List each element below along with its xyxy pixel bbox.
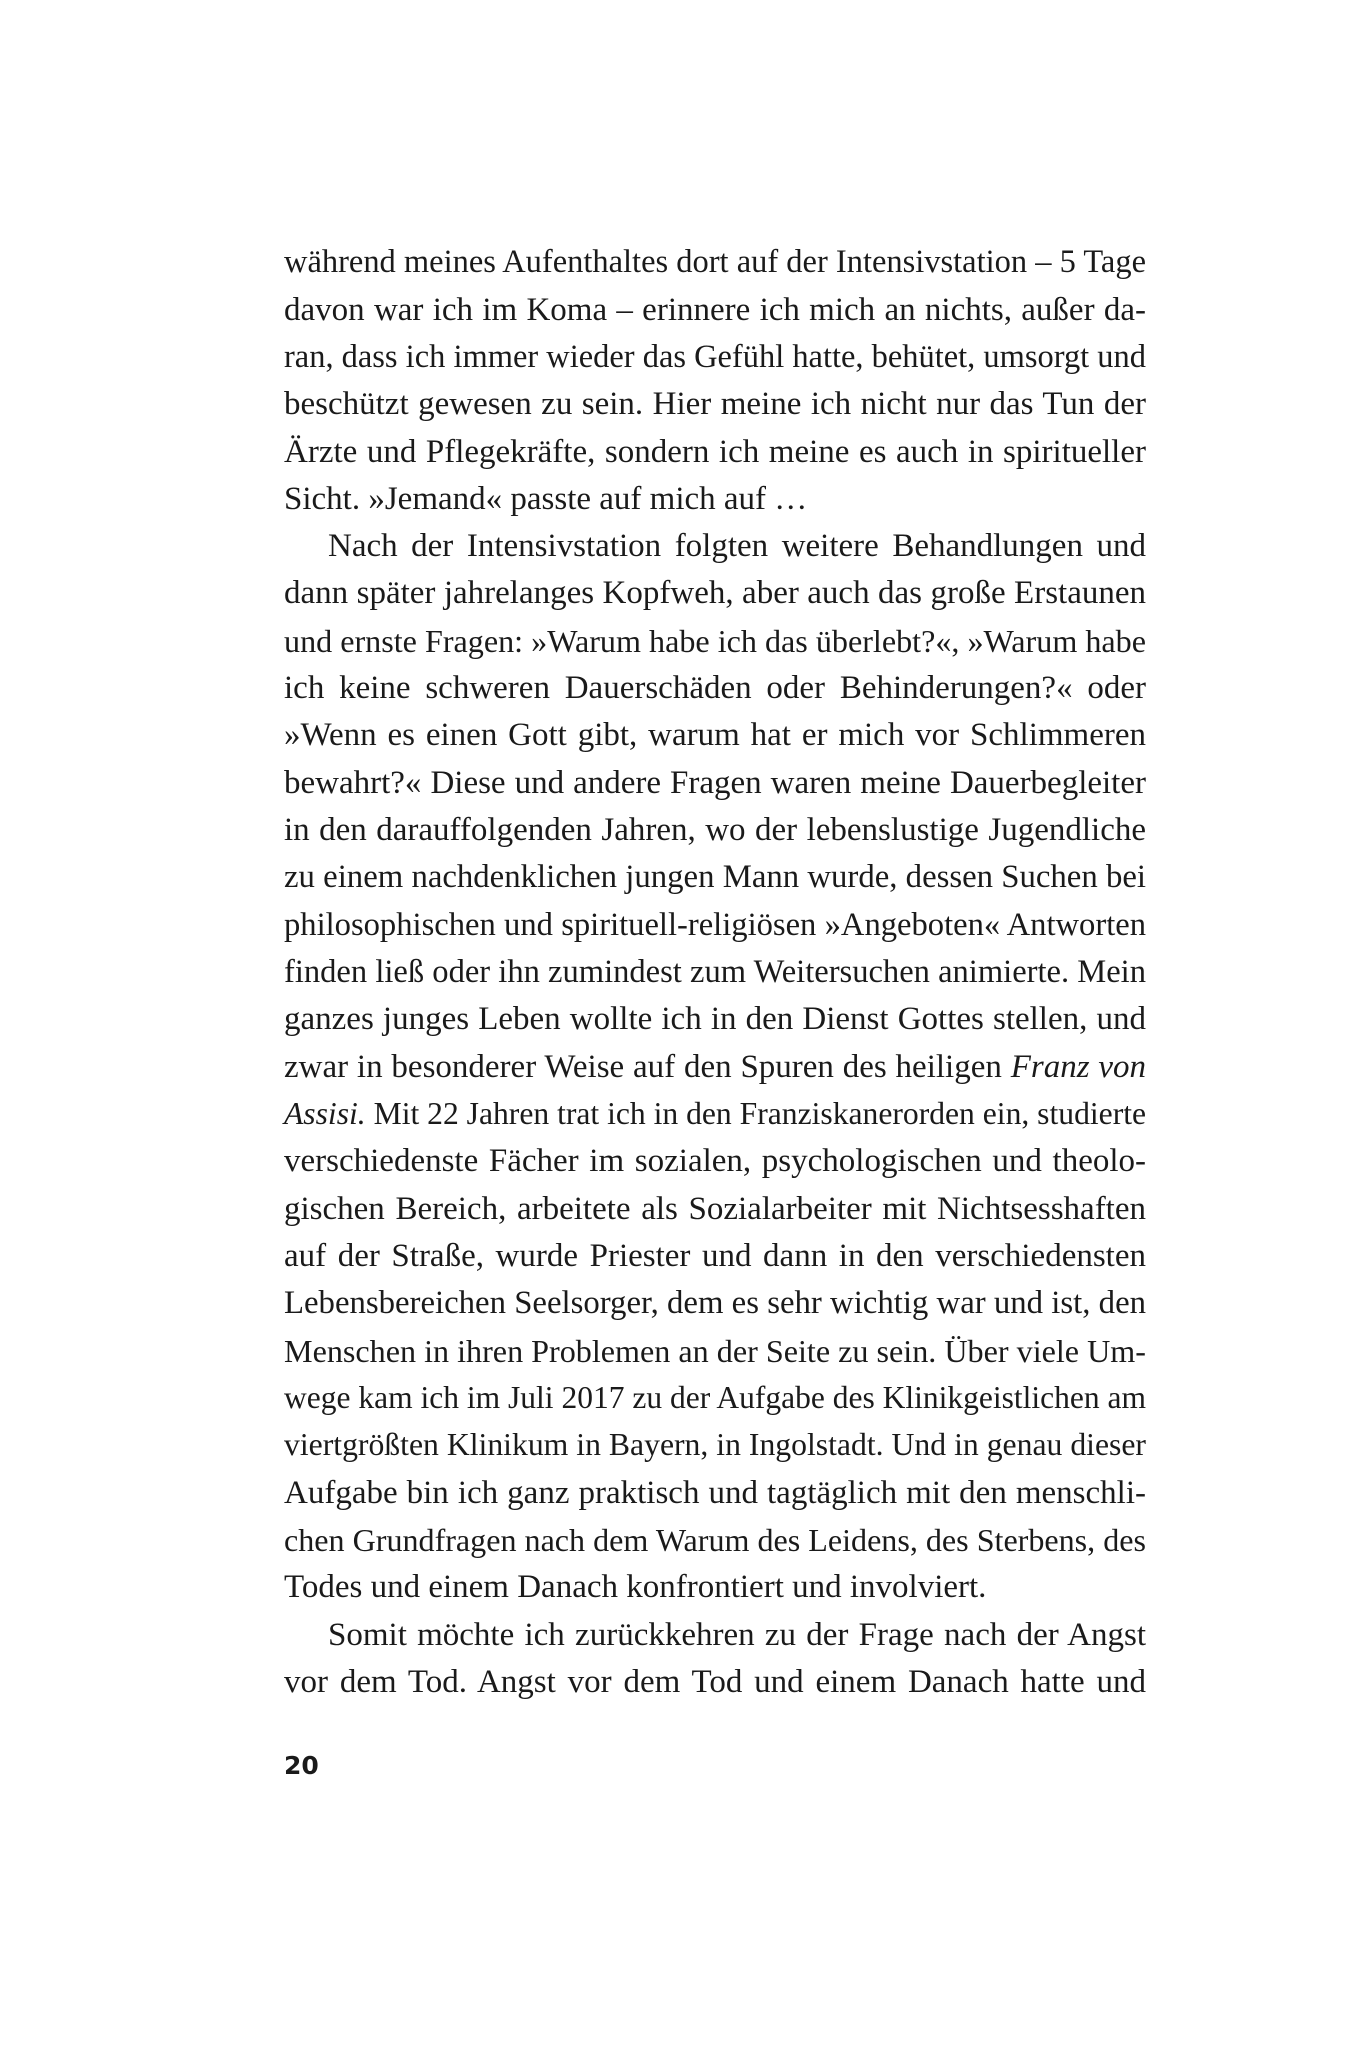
text-line: davon war ich im Koma – erinnere ich mich an nichts, außer da-: [284, 292, 1146, 328]
text-line: bewahrt?« Diese und andere Fragen waren meine Dauerbegleiter: [284, 765, 1146, 801]
text-line: philosophischen und spirituell-religiösen »Angeboten« Antworten: [284, 907, 1146, 943]
text-line: Ärzte und Pflegekräfte, sondern ich meine es auch in spiritueller: [284, 434, 1146, 470]
text-line: beschützt gewesen zu sein. Hier meine ich nicht nur das Tun der: [284, 386, 1146, 422]
text-line: verschiedenste Fächer im sozialen, psychologischen und theolo-: [284, 1143, 1146, 1179]
text-line: Menschen in ihren Problemen an der Seite zu sein. Über viele Um-: [284, 1333, 1146, 1369]
text-line: wege kam ich im Juli 2017 zu der Aufgabe des Klinikgeistlichen am: [284, 1380, 1146, 1415]
italic-name: Assisi.: [284, 1096, 366, 1131]
text-line: finden ließ oder ihn zumindest zum Weitersuchen animierte. Mein: [284, 954, 1146, 990]
text-line: [284, 1045, 1146, 1089]
text-line: in den darauffolgenden Jahren, wo der lebenslustige Jugendliche: [284, 812, 1146, 848]
text-line: ganzes junges Leben wollte ich in den Dienst Gottes stellen, und: [284, 1001, 1146, 1037]
text-line: ran, dass ich immer wieder das Gefühl hatte, behütet, umsorgt und: [284, 339, 1146, 375]
text-line: gischen Bereich, arbeitete als Sozialarbeiter mit Nichtsesshaften: [284, 1191, 1146, 1227]
text-line: und ernste Fragen: »Warum habe ich das überlebt?«, »Warum habe: [284, 623, 1146, 659]
text-line: Lebensbereichen Seelsorger, dem es sehr wichtig war und ist, den: [284, 1285, 1146, 1321]
text-line: Sicht. »Jemand« passte auf mich auf …: [284, 481, 808, 517]
page-number: 20: [284, 1751, 319, 1780]
text-line: zu einem nachdenklichen jungen Mann wurde, dessen Suchen bei: [284, 859, 1146, 895]
text-line: »Wenn es einen Gott gibt, warum hat er mich vor Schlimmeren: [284, 717, 1146, 753]
text-segment: zwar in besonderer Weise auf den Spuren des heiligen: [284, 1049, 1011, 1085]
text-line: Todes und einem Danach konfrontiert und involviert.: [284, 1569, 987, 1605]
text-line: [284, 1092, 1146, 1136]
text-segment: Mit 22 Jahren trat ich in den Franziskanerorden ein, studierte: [365, 1096, 1147, 1131]
text-line: Aufgabe bin ich ganz praktisch und tagtäglich mit den menschli-: [284, 1475, 1146, 1511]
text-line: dann später jahrelanges Kopfweh, aber auch das große Erstaunen: [284, 575, 1146, 611]
text-line: auf der Straße, wurde Priester und dann in den verschiedensten: [284, 1238, 1146, 1274]
text-line: Nach der Intensivstation folgten weitere Behandlungen und: [328, 528, 1146, 564]
text-line: vor dem Tod. Angst vor dem Tod und einem Danach hatte und: [284, 1664, 1146, 1700]
italic-name: Franz von: [1010, 1049, 1146, 1085]
text-line: ich keine schweren Dauerschäden oder Behinderungen?« oder: [284, 670, 1146, 706]
text-line: während meines Aufenthaltes dort auf der Intensivstation – 5 Tage: [284, 244, 1146, 280]
text-line: Somit möchte ich zurückkehren zu der Frage nach der Angst: [328, 1617, 1146, 1653]
text-line: chen Grundfragen nach dem Warum des Leidens, des Sterbens, des: [284, 1522, 1146, 1558]
text-line: viertgrößten Klinikum in Bayern, in Ingolstadt. Und in genau dieser: [284, 1427, 1146, 1462]
